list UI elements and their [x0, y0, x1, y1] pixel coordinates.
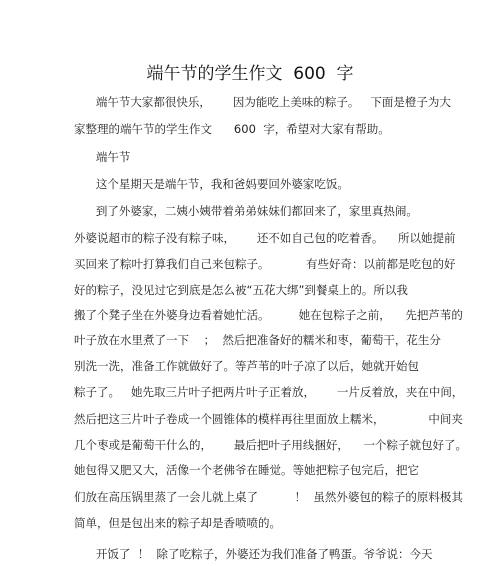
- paragraph-line: 几个枣或是葡萄干什么的， 最后把叶子用线捆好， 一个粽子就包好了。: [74, 438, 468, 452]
- paragraph-line: 叶子放在水里煮了一下 ； 然后把准备好的糯米和枣，葡萄干，花生分: [74, 333, 441, 347]
- paragraph-line: 外婆说超市的粽子没有粽子味， 还不如自己包的吃着香。 所以她提前: [74, 231, 456, 245]
- paragraph-line: 好的粽子，没见过它到底是怎么被“五花大绑”到餐桌上的。所以我: [74, 283, 408, 297]
- paragraph-line: 家整理的端午节的学生作文 600 字，希望对大家有帮助。: [74, 122, 390, 136]
- paragraph-line: 她包得又肥又大，活像一个老佛爷在睡觉。等她把粽子包完后，把它: [74, 463, 419, 477]
- paragraph-line: 到了外婆家，二姨小姨带着弟弟妹妹们都回来了，家里真热闹。: [74, 204, 418, 218]
- paragraph-line: 别洗一洗，准备工作就做好了。等芦苇的叶子凉了以后，她就开始包: [74, 359, 419, 373]
- paragraph-line: 然后把这三片叶子卷成一个圆锥体的模样再往里面放上糯米， 中间夹: [74, 412, 463, 426]
- paragraph-line: 粽子了。 她先取三片叶子把两片叶子正着放， 一片反着放，夹在中间，: [74, 385, 464, 399]
- paragraph-line: 开饭了 ！ 除了吃粽子，外婆还为我们准备了鸭蛋。爷爷说：今天: [74, 547, 433, 561]
- paragraph-line: 端午节大家都很快乐， 因为能吃上美味的粽子。 下面是橙子为大: [74, 95, 451, 109]
- page-title: 端午节的学生作文 600 字: [146, 64, 354, 84]
- paragraph-line: 们放在高压锅里蒸了一会儿就上桌了 ！ 虽然外婆包的粽子的原料极其: [74, 490, 463, 504]
- paragraph-line: 买回来了粽叶打算我们自己来包粽子。 有些好奇：以前都是吃包的好: [74, 257, 456, 271]
- paragraph-line: 搬了个凳子坐在外婆身边看着她忙活。 她在包粽子之前， 先把芦苇的: [74, 308, 463, 322]
- section-heading: 端午节: [74, 150, 131, 164]
- paragraph-line: 简单，但是包出来的粽子却是香喷喷的。: [74, 516, 281, 530]
- paragraph-line: 这个星期天是端午节，我和爸妈要回外婆家吃饭。: [74, 177, 349, 191]
